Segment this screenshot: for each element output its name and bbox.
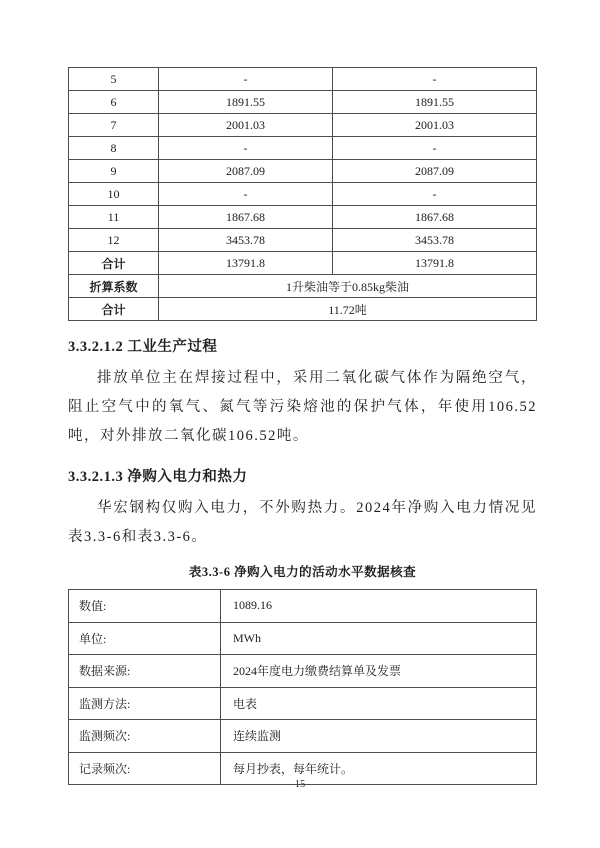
value-cell: 2024年度电力缴费结算单及发票: [221, 655, 537, 688]
value-cell: 11.72吨: [159, 298, 537, 321]
value-cell: 连续监测: [221, 720, 537, 753]
electricity-activity-table: [68, 589, 537, 785]
paragraph-purchased-electricity: 华宏钢构仅购入电力，不外购热力。2024年净购入电力情况见表3.3-6和表3.3-6。: [68, 500, 537, 545]
table-row: [69, 183, 537, 206]
value-cell: -: [333, 183, 537, 206]
table-row: [69, 206, 537, 229]
value-cell: 2087.09: [159, 160, 333, 183]
value-cell: -: [159, 68, 333, 91]
section-heading-industrial-process: 3.3.2.1.2 工业生产过程: [68, 339, 218, 355]
row-label-cell: 合计: [69, 252, 159, 275]
value-cell: -: [159, 183, 333, 206]
table-row: [69, 91, 537, 114]
value-cell: 1891.55: [159, 91, 333, 114]
value-cell: -: [333, 137, 537, 160]
table-row: [69, 720, 537, 753]
paragraph-industrial-process: 排放单位主在焊接过程中，采用二氧化碳气体作为隔绝空气，阻止空气中的氧气、氮气等污染熔池的保护气体，年使用106.52吨，对外排放二氧化碳106.52吨。: [68, 370, 537, 444]
row-label-cell: 数据来源:: [69, 655, 221, 688]
value-cell: 3453.78: [159, 229, 333, 252]
value-cell: 1891.55: [333, 91, 537, 114]
table-row: [69, 275, 537, 298]
row-label-cell: 12: [69, 229, 159, 252]
row-label-cell: 监测方法:: [69, 687, 221, 720]
row-label-cell: 监测频次:: [69, 720, 221, 753]
table-row: [69, 114, 537, 137]
page-number: 15: [294, 779, 306, 790]
value-cell: 2001.03: [333, 114, 537, 137]
table-row: [69, 252, 537, 275]
diesel-consumption-table: [68, 67, 537, 321]
row-label-cell: 合计: [69, 298, 159, 321]
page-content: [68, 67, 537, 785]
value-cell: 1升柴油等于0.85kg柴油: [159, 275, 537, 298]
value-cell: 13791.8: [159, 252, 333, 275]
table-row: [69, 590, 537, 623]
electricity-activity-table-body: [69, 590, 537, 785]
table-row: [69, 687, 537, 720]
table-row: [69, 68, 537, 91]
row-label-cell: 记录频次:: [69, 752, 221, 785]
row-label-cell: 5: [69, 68, 159, 91]
value-cell: 每月抄表，每年统计。: [221, 752, 537, 785]
table-row: [69, 622, 537, 655]
table-caption: 表3.3-6 净购入电力的活动水平数据核查: [188, 565, 417, 579]
value-cell: -: [159, 137, 333, 160]
row-label-cell: 8: [69, 137, 159, 160]
row-label-cell: 数值:: [69, 590, 221, 623]
value-cell: 1867.68: [333, 206, 537, 229]
value-cell: 1089.16: [221, 590, 537, 623]
row-label-cell: 10: [69, 183, 159, 206]
value-cell: 3453.78: [333, 229, 537, 252]
table-row: [69, 655, 537, 688]
row-label-cell: 11: [69, 206, 159, 229]
row-label-cell: 单位:: [69, 622, 221, 655]
table-row: [69, 298, 537, 321]
value-cell: 2087.09: [333, 160, 537, 183]
value-cell: 2001.03: [159, 114, 333, 137]
section-heading-purchased-electricity: 3.3.2.1.3 净购入电力和热力: [68, 469, 248, 485]
table-row: [69, 229, 537, 252]
diesel-consumption-table-body: [69, 68, 537, 321]
value-cell: 13791.8: [333, 252, 537, 275]
row-label-cell: 7: [69, 114, 159, 137]
value-cell: MWh: [221, 622, 537, 655]
table-row: [69, 160, 537, 183]
row-label-cell: 折算系数: [69, 275, 159, 298]
value-cell: 1867.68: [159, 206, 333, 229]
value-cell: 电表: [221, 687, 537, 720]
row-label-cell: 9: [69, 160, 159, 183]
value-cell: -: [333, 68, 537, 91]
table-row: [69, 137, 537, 160]
row-label-cell: 6: [69, 91, 159, 114]
